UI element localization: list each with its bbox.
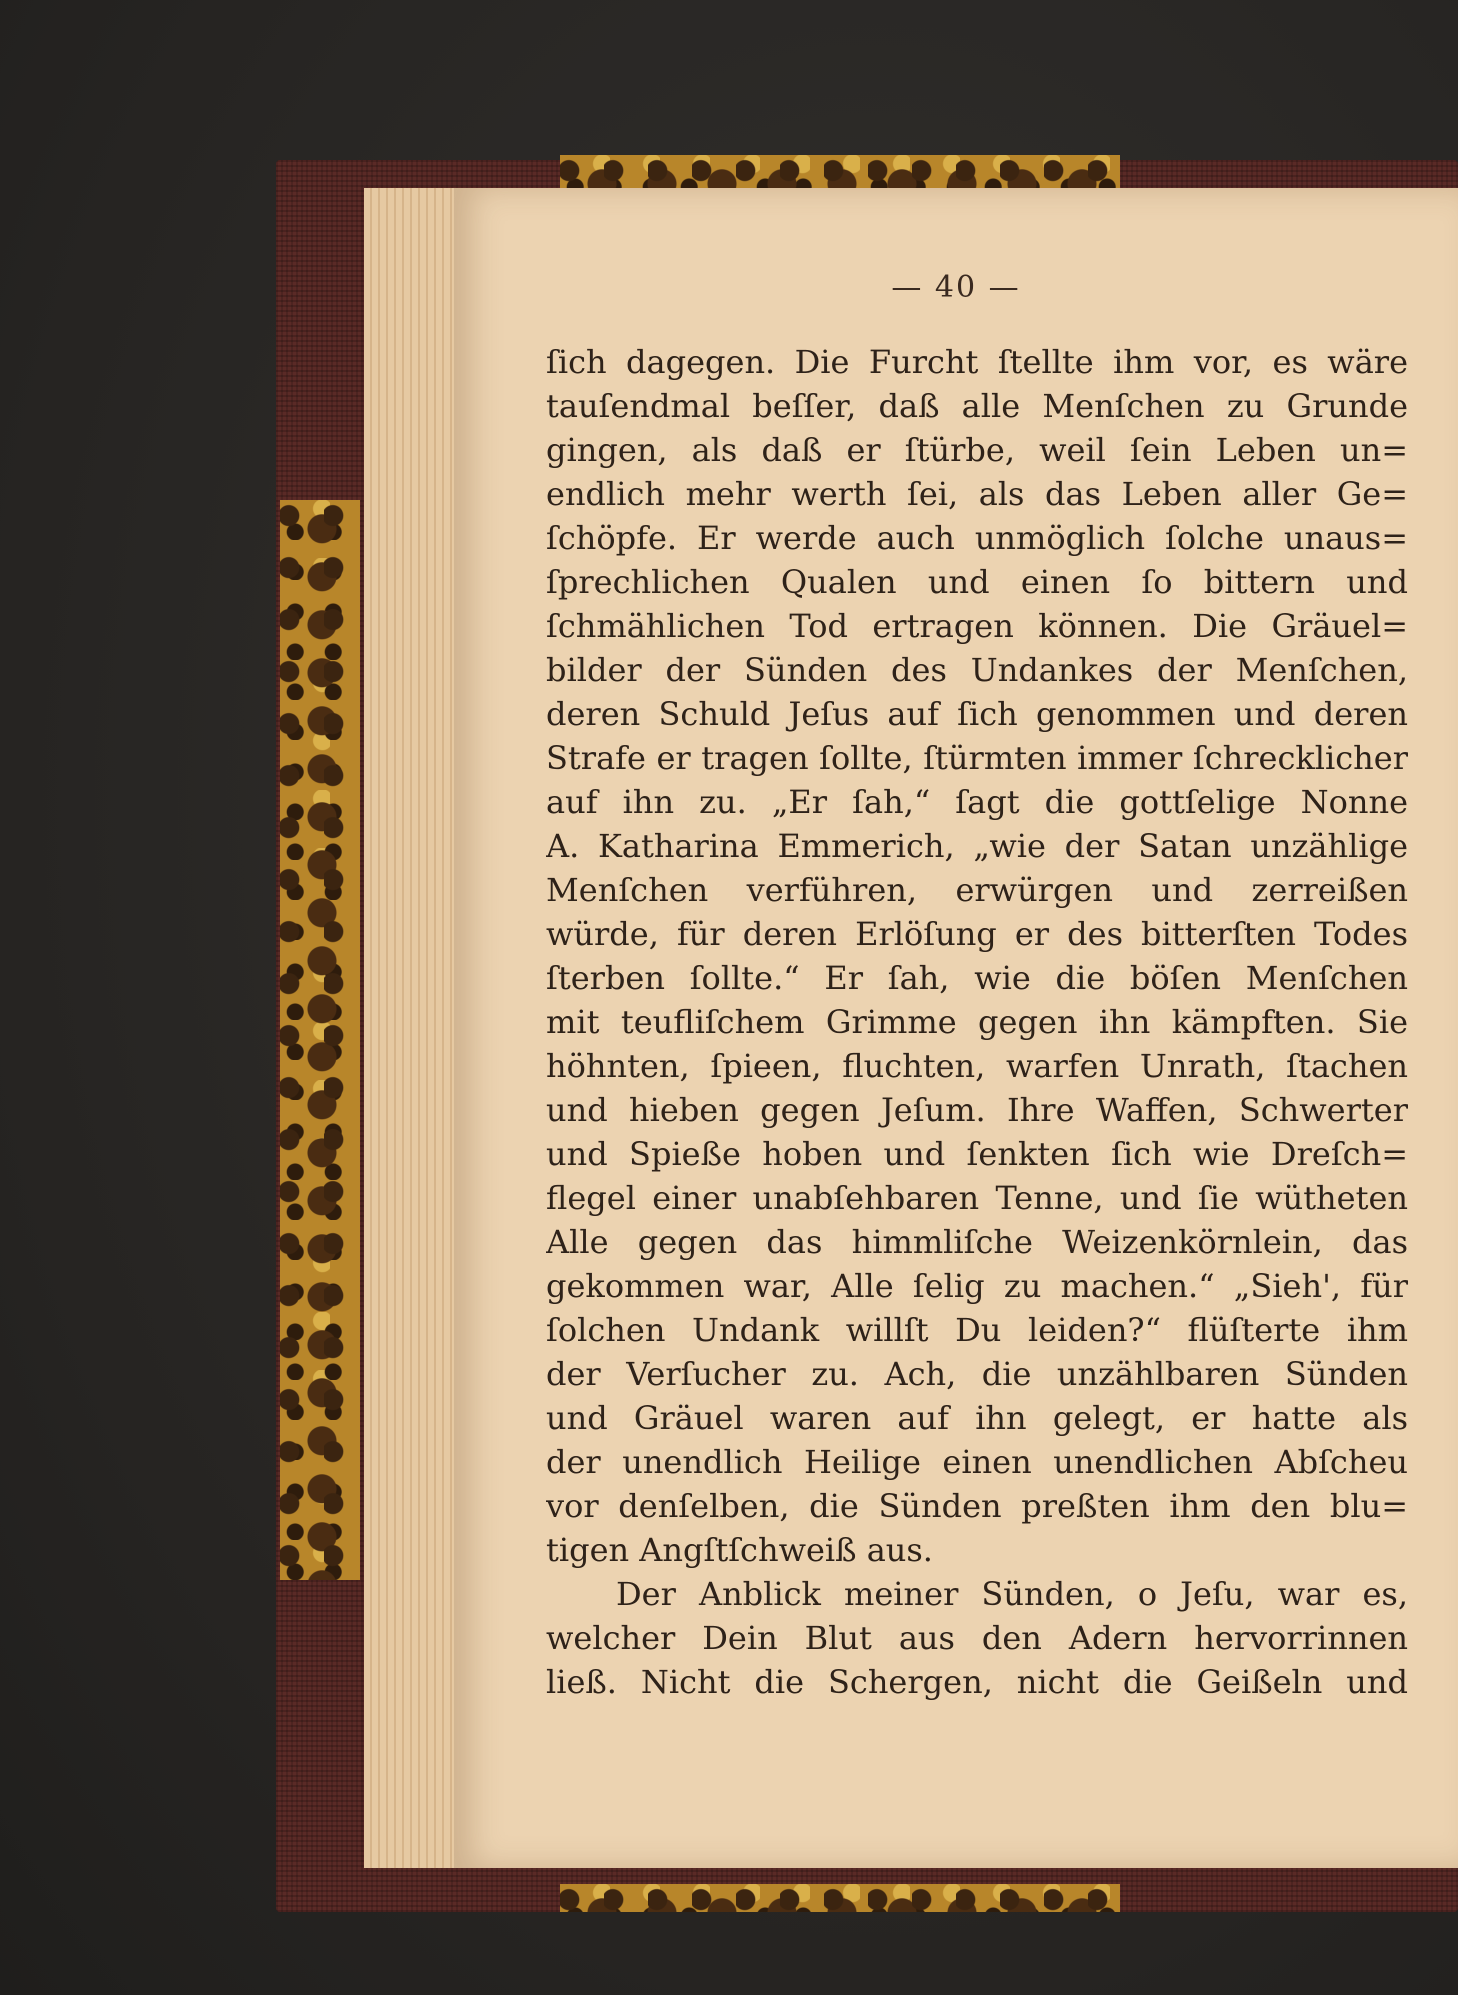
page-edges [364, 188, 458, 1868]
text-line: ſich dagegen. Die Furcht ſtellte ihm vor, es wäre [546, 343, 1408, 381]
text-line: Strafe er tragen ſollte, ſtürmten immer ſchrecklicher [546, 739, 1408, 777]
text-line: ſchöpfe. Er werde auch unmöglich ſolche unaus= [546, 519, 1408, 557]
text-line: und Gräuel waren auf ihn gelegt, er hatte als [546, 1399, 1408, 1437]
marbled-edge-left [280, 500, 360, 1580]
text-line: Der Anblick meiner Sünden, o Jeſu, war es, [616, 1575, 1408, 1613]
text-line: der Verſucher zu. Ach, die unzählbaren Sünden [546, 1355, 1408, 1393]
text-line: würde, für deren Erlöſung er des bitterſten Todes [546, 915, 1408, 953]
text-line: auf ihn zu. „Er ſah,“ ſagt die gottſelige Nonne [546, 783, 1408, 821]
text-line: ſprechlichen Qualen und einen ſo bittern und [546, 563, 1408, 601]
text-line: ließ. Nicht die Schergen, nicht die Geißeln und [546, 1663, 1408, 1701]
text-line: und hieben gegen Jeſum. Ihre Waffen, Schwerter [546, 1091, 1408, 1129]
text-line: vor denſelben, die Sünden preßten ihm den blu= [546, 1487, 1408, 1525]
text-line: der unendlich Heilige einen unendlichen Abſcheu [546, 1443, 1408, 1481]
text-line: Alle gegen das himmliſche Weizenkörnlein, das [546, 1223, 1408, 1261]
page-number: — 40 — [891, 270, 1021, 305]
text-line: gekommen war, Alle ſelig zu machen.“ „Sieh', für [546, 1267, 1408, 1305]
body-text [546, 340, 1408, 1704]
text-line: ſchmählichen Tod ertragen können. Die Gräuel= [546, 607, 1408, 645]
text-line: welcher Dein Blut aus den Adern hervorrinnen [546, 1619, 1408, 1657]
text-line: mit teufliſchem Grimme gegen ihn kämpften. Sie [546, 1003, 1408, 1041]
text-line: Menſchen verführen, erwürgen und zerreißen [546, 871, 1408, 909]
text-line: tigen Angſtſchweiß aus. [546, 1531, 933, 1569]
text-line: höhnten, ſpieen, fluchten, warfen Unrath, ſtachen [546, 1047, 1408, 1085]
text-line: bilder der Sünden des Undankes der Menſchen, [546, 651, 1408, 689]
text-line: ſterben ſollte.“ Er ſah, wie die böſen Menſchen [546, 959, 1408, 997]
text-line: flegel einer unabſehbaren Tenne, und ſie wütheten [546, 1179, 1408, 1217]
text-line: deren Schuld Jeſus auf ſich genommen und deren [546, 695, 1408, 733]
text-line: und Spieße hoben und ſenkten ſich wie Dreſch= [546, 1135, 1408, 1173]
marbled-edge-bottom [560, 1884, 1120, 1912]
text-line: endlich mehr werth ſei, als das Leben aller Ge= [546, 475, 1408, 513]
marbled-edge-top [560, 155, 1120, 191]
text-line: A. Katharina Emmerich, „wie der Satan unzählige [546, 827, 1408, 865]
text-line: tauſendmal beſſer, daß alle Menſchen zu Grunde [546, 387, 1408, 425]
text-line: gingen, als daß er ſtürbe, weil ſein Leben un= [546, 431, 1408, 469]
text-line: ſolchen Undank willſt Du leiden?“ flüſterte ihm [546, 1311, 1408, 1349]
